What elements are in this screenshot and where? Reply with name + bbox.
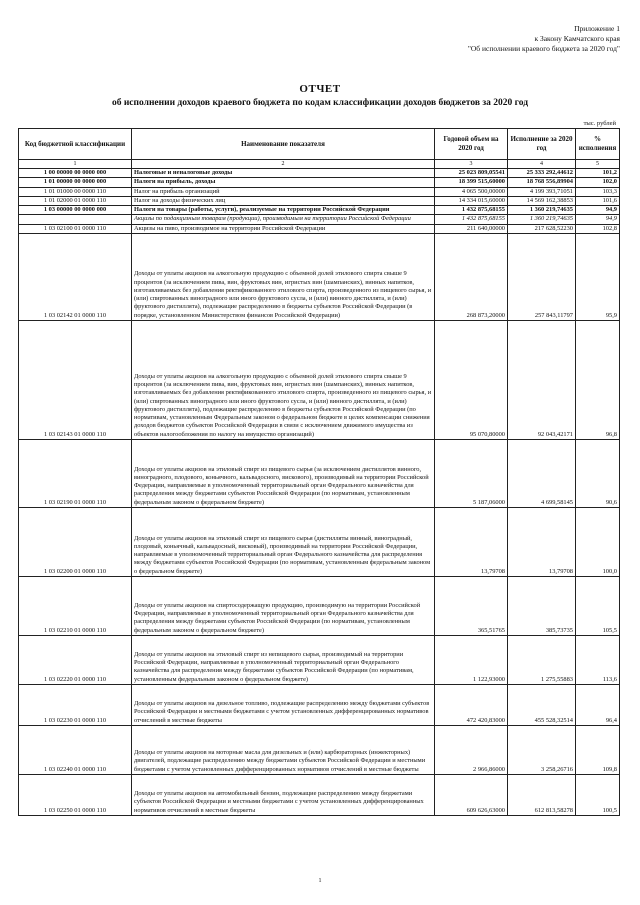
column-number: 3 xyxy=(435,160,508,169)
row-percent: 95,9 xyxy=(576,234,620,321)
row-name: Доходы от уплаты акцизов на моторные масла для дизельных и (или) карбюраторных (инжекторных) двигателей, подлежащие распределению между бюджетами субъектов Российской Федерации и местными бюджетами с учетом установленных дифференцированных нормативов отчислений в местные бюджеты xyxy=(132,726,435,775)
table-row xyxy=(19,206,620,215)
row-annual: 2 966,86000 xyxy=(435,726,508,775)
header-annual: Годовой объем на 2020 год xyxy=(435,129,508,160)
row-name: Налоги на товары (работы, услуги), реализуемые на территории Российской Федерации xyxy=(132,206,435,215)
row-code: 1 03 02143 01 0000 110 xyxy=(19,321,132,440)
page-number: 1 xyxy=(318,878,322,884)
row-annual: 95 070,80000 xyxy=(435,321,508,440)
row-annual: 18 399 515,60000 xyxy=(435,178,508,187)
column-number-row xyxy=(19,160,620,169)
row-code: 1 01 01000 00 0000 110 xyxy=(19,187,132,196)
row-executed: 257 843,11797 xyxy=(508,234,576,321)
row-annual: 1 432 875,68155 xyxy=(435,215,508,224)
row-executed: 25 333 292,44612 xyxy=(508,169,576,178)
table-row xyxy=(19,169,620,178)
row-executed: 4 199 393,71051 xyxy=(508,187,576,196)
table-row xyxy=(19,187,620,196)
header-name: Наименование показателя xyxy=(132,129,435,160)
row-percent: 105,5 xyxy=(576,577,620,636)
header-code: Код бюджетной классификации xyxy=(19,129,132,160)
row-name: Акцизы по подакцизным товарам (продукции), производимым на территории Российской Федерации xyxy=(132,215,435,224)
table-row xyxy=(19,196,620,205)
appendix-note xyxy=(468,24,620,54)
row-name: Доходы от уплаты акцизов на алкогольную продукцию с объемной долей этилового спирта свыше 9 процентов (за исключением пива, вин, фруктовых вин, игристых вин (шампанских), винных напитков, изготавливаемых без добавления ректификованного этилового спирта, произведенного из пищевого сырья, и (или) спиртованных виноградного или иного фруктового сусла, и (или) винного дистиллята, и (или) фруктового дистиллята), подлежащие распределению в бюджеты субъектов Российской Федерации (по нормативам, установленным Федеральным законом о федеральном бюджете в целях компенсации снижения доходов бюджетов субъектов Российской Федерации в связи с исключением движимого имущества из объектов налогообложения по налогу на имущество организаций) xyxy=(132,321,435,440)
row-annual: 472 420,83000 xyxy=(435,685,508,726)
row-name: Доходы от уплаты акцизов на автомобильный бензин, подлежащие распределению между бюджетами субъектов Российской Федерации и местными бюджетами с учетом установленных дифференцированных нормативов отчислений в местные бюджеты xyxy=(132,775,435,816)
row-annual: 1 432 875,68155 xyxy=(435,206,508,215)
table-row xyxy=(19,577,620,636)
row-percent: 100,5 xyxy=(576,775,620,816)
row-name: Налоговые и неналоговые доходы xyxy=(132,169,435,178)
row-annual: 14 334 015,60000 xyxy=(435,196,508,205)
row-name: Доходы от уплаты акцизов на этиловый спирт из непищевого сырья, производимый на территории Российской Федерации, направляемые в уполномоченный территориальный орган Федерального казначейства для распределения между бюджетами субъектов Российской Федерации (по нормативам, установленным федеральным законом о федеральном бюджете) xyxy=(132,636,435,685)
row-name: Акцизы на пиво, производимое на территории Российской Федерации xyxy=(132,224,435,233)
revenue-table xyxy=(18,128,620,816)
table-row xyxy=(19,178,620,187)
row-executed: 1 360 219,74635 xyxy=(508,215,576,224)
row-percent: 101,6 xyxy=(576,196,620,205)
row-name: Доходы от уплаты акцизов на этиловый спирт из пищевого сырья (дистилляты винный, виноградный, плодовый, коньячный, кальвадосный, висковый), производимый на территории Российской Федерации, направляемые в уполномоченный территориальный орган Федерального казначейства для распределения между бюджетами субъектов Российской Федерации (по нормативам, установленным федеральным законом о федеральном бюджете) xyxy=(132,508,435,577)
table-row xyxy=(19,440,620,508)
row-name: Доходы от уплаты акцизов на алкогольную продукцию с объемной долей этилового спирта свыше 9 процентов (за исключением пива, вин, фруктовых вин, игристых вин (шампанских), винных напитков, изготавливаемых без добавления ректификованного этилового спирта, произведенного из пищевого сырья, и (или) спиртованных виноградного или иного фруктового сусла, и (или) винного дистиллята, и (или) фруктового дистиллята), подлежащие распределению в бюджеты субъектов Российской Федерации (в порядке, установленном Министерством финансов Российской Федерации) xyxy=(132,234,435,321)
row-code: 1 01 00000 00 0000 000 xyxy=(19,178,132,187)
row-executed: 612 813,58278 xyxy=(508,775,576,816)
row-code: 1 03 02230 01 0000 110 xyxy=(19,685,132,726)
row-code: 1 03 00000 00 0000 000 xyxy=(19,206,132,215)
column-number: 1 xyxy=(19,160,132,169)
row-executed: 385,73735 xyxy=(508,577,576,636)
row-executed: 217 628,52230 xyxy=(508,224,576,233)
row-executed: 13,79708 xyxy=(508,508,576,577)
row-annual: 13,79708 xyxy=(435,508,508,577)
table-row xyxy=(19,775,620,816)
row-name: Доходы от уплаты акцизов на этиловый спирт из пищевого сырья (за исключением дистиллятов винного, виноградного, плодового, коньячного, кальвадосного, вискового), производимый на территории Российской Федерации, направляемые в уполномоченный территориальный орган Федерального казначейства для распределения между бюджетами субъектов Российской Федерации (по нормативам, установленным федеральным законом о федеральном бюджете) xyxy=(132,440,435,508)
row-percent: 109,8 xyxy=(576,726,620,775)
table-row xyxy=(19,726,620,775)
row-executed: 3 258,26716 xyxy=(508,726,576,775)
row-percent: 103,3 xyxy=(576,187,620,196)
row-annual: 268 873,20000 xyxy=(435,234,508,321)
table-row xyxy=(19,321,620,440)
row-annual: 1 122,93000 xyxy=(435,636,508,685)
row-executed: 92 043,42171 xyxy=(508,321,576,440)
table-header-row xyxy=(19,129,620,160)
row-percent: 96,4 xyxy=(576,685,620,726)
row-percent: 101,2 xyxy=(576,169,620,178)
row-executed: 455 528,32514 xyxy=(508,685,576,726)
header-percent: % исполнения xyxy=(576,129,620,160)
row-percent: 113,6 xyxy=(576,636,620,685)
row-code: 1 03 02190 01 0000 110 xyxy=(19,440,132,508)
row-name: Налог на прибыль организаций xyxy=(132,187,435,196)
appendix-line-1: Приложение 1 xyxy=(574,24,620,33)
row-code: 1 03 02100 01 0000 110 xyxy=(19,224,132,233)
report-title: ОТЧЕТ xyxy=(299,83,341,95)
row-code: 1 03 02200 01 0000 110 xyxy=(19,508,132,577)
units-label: тыс. рублей xyxy=(583,120,616,127)
row-annual: 4 065 500,00000 xyxy=(435,187,508,196)
row-annual: 609 626,63000 xyxy=(435,775,508,816)
report-subtitle: об исполнении доходов краевого бюджета по кодам классификации доходов бюджетов за 2020 год xyxy=(111,98,529,108)
row-code: 1 01 02000 01 0000 110 xyxy=(19,196,132,205)
row-annual: 365,51765 xyxy=(435,577,508,636)
row-percent: 102,8 xyxy=(576,224,620,233)
row-name: Налоги на прибыль, доходы xyxy=(132,178,435,187)
table-row xyxy=(19,234,620,321)
row-annual: 5 187,06000 xyxy=(435,440,508,508)
appendix-line-2: к Закону Камчатского края xyxy=(534,34,620,43)
row-percent: 94,9 xyxy=(576,206,620,215)
row-annual: 211 640,00000 xyxy=(435,224,508,233)
row-percent: 90,6 xyxy=(576,440,620,508)
row-percent: 100,0 xyxy=(576,508,620,577)
row-annual: 25 023 809,05541 xyxy=(435,169,508,178)
table-row xyxy=(19,224,620,233)
row-executed: 1 360 219,74635 xyxy=(508,206,576,215)
row-code: 1 00 00000 00 0000 000 xyxy=(19,169,132,178)
row-code: 1 03 02220 01 0000 110 xyxy=(19,636,132,685)
table-row xyxy=(19,685,620,726)
column-number: 5 xyxy=(576,160,620,169)
row-executed: 1 275,55883 xyxy=(508,636,576,685)
row-percent: 94,9 xyxy=(576,215,620,224)
appendix-line-3: "Об исполнении краевого бюджета за 2020 год" xyxy=(467,44,620,53)
row-percent: 102,0 xyxy=(576,178,620,187)
table-row xyxy=(19,636,620,685)
row-executed: 18 768 556,89904 xyxy=(508,178,576,187)
row-executed: 14 569 162,38853 xyxy=(508,196,576,205)
header-executed: Исполнение за 2020 год xyxy=(508,129,576,160)
table-row xyxy=(19,508,620,577)
row-code: 1 03 02142 01 0000 110 xyxy=(19,234,132,321)
column-number: 2 xyxy=(132,160,435,169)
row-executed: 4 699,58145 xyxy=(508,440,576,508)
row-code: 1 03 02240 01 0000 110 xyxy=(19,726,132,775)
column-number: 4 xyxy=(508,160,576,169)
table-row xyxy=(19,215,620,224)
row-code xyxy=(19,215,132,224)
row-code: 1 03 02250 01 0000 110 xyxy=(19,775,132,816)
row-code: 1 03 02210 01 0000 110 xyxy=(19,577,132,636)
row-name: Налог на доходы физических лиц xyxy=(132,196,435,205)
row-name: Доходы от уплаты акцизов на спиртосодержащую продукцию, производимую на территории Российской Федерации, направляемые в уполномоченный территориальный орган Федерального казначейства для распределения между бюджетами субъектов Российской Федерации (по нормативам, установленным федеральным законом о федеральном бюджете) xyxy=(132,577,435,636)
row-percent: 96,8 xyxy=(576,321,620,440)
row-name: Доходы от уплаты акцизов на дизельное топливо, подлежащие распределению между бюджетами субъектов Российской Федерации и местными бюджетами с учетом установленных дифференцированных нормативов отчислений в местные бюджеты xyxy=(132,685,435,726)
